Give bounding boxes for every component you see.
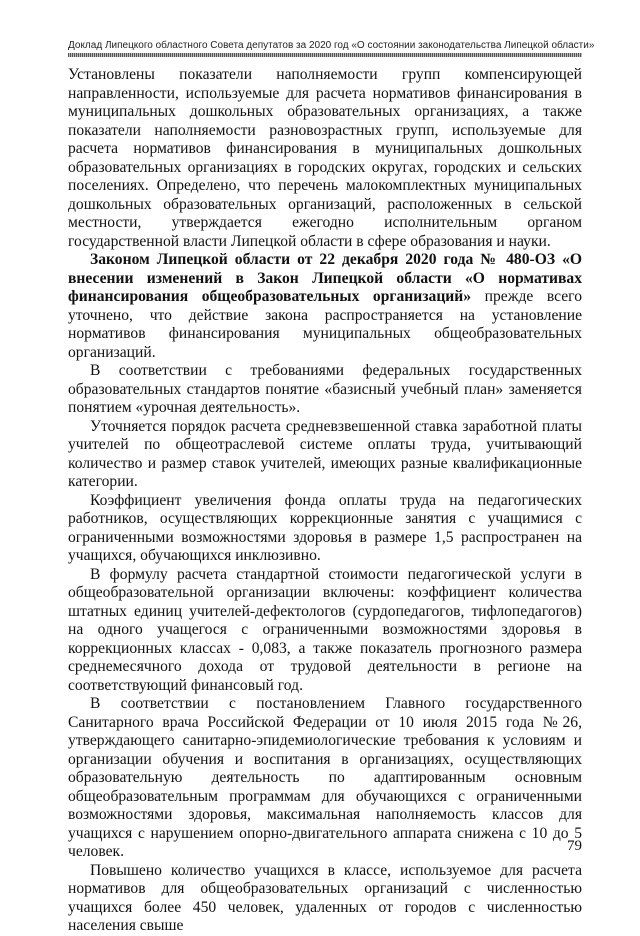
law-title: Законом Липецкой области от 22 декабря 2020 года № 480-ОЗ «О внесении изменений в Закон Липецкой области «О нормативах финансирования общеобразовательных организаций» <box>68 251 582 305</box>
running-header: Доклад Липецкого областного Совета депутатов за 2020 год «О состоянии законодательства Липецкой области» <box>68 40 595 51</box>
paragraph-8: Повышено количество учащихся в классе, используемое для расчета нормативов для общеобразовательных организаций с численностью учащихся более 450 человек, удаленных от городов с численностью населения свыше <box>68 861 582 934</box>
header-rule <box>68 53 582 57</box>
paragraph-5: Коэффициент увеличения фонда оплаты труда на педагогических работников, осуществляющих коррекционные занятия с учащимися с ограниченными возможностями здоровья в размере 1,5 распространен на учащихся, обучающихся инклюзивно. <box>68 491 582 564</box>
paragraph-2 <box>68 251 582 362</box>
paragraph-7: В соответствии с постановлением Главного государственного Санитарного врача Российской Федерации от 10 июля 2015 года №26, утверждающего санитарно-эпидемиологические требования к условиям и организации обучения и воспитания в организациях, осуществляющих образовательную деятельность по адаптированным основным общеобразовательным программам для обучающихся с ограниченными возможностями здоровья, максимальная наполняемость классов для учащихся с нарушением опорно-двигательного аппарата снижена с 10 до 5 человек. <box>68 695 582 860</box>
paragraph-3: В соответствии с требованиями федеральных государственных образовательных стандартов понятие «базисный учебный план» заменяется понятием «урочная деятельность». <box>68 362 582 416</box>
paragraph-4: Уточняется порядок расчета средневзвешенной ставка заработной платы учителей по общеотраслевой системе оплаты труда, учитывающий количество и размер ставок учителей, имеющих разные квалификационные категории. <box>68 417 582 490</box>
page-number: 79 <box>567 838 582 854</box>
paragraph-6: В формулу расчета стандартной стоимости педагогической услуги в общеобразовательной организации включены: коэффициент количества штатных единиц учителей-дефектологов (сурдопедагогов, тифлопедагогов) на одного учащегося с ограниченными возможностями здоровья в коррекционных классах - 0,083, а также показатель прогнозного размера среднемесячного дохода от трудовой деятельности в регионе на соответствующий финансовый год. <box>68 565 582 694</box>
paragraph-1: Установлены показатели наполняемости групп компенсирующей направленности, используемые для расчета нормативов финансирования в муниципальных дошкольных образовательных организациях, а также показатели наполняемости разновозрастных групп, используемые для расчета нормативов финансирования в муниципальных дошкольных образовательных организациях в городских округах, городских и сельских поселениях. Определено, что перечень малокомплектных муниципальных дошкольных образовательных организаций, расположенных в сельской местности, утверждается ежегодно исполнительным органом государственной власти Липецкой области в сфере образования и науки. <box>68 66 582 250</box>
paragraph-2-text: прежде всего уточнено, что действие закона распространяется на установление нормативов финансирования муниципальных общеобразовательных организаций. <box>68 288 582 361</box>
page-body <box>68 66 582 936</box>
